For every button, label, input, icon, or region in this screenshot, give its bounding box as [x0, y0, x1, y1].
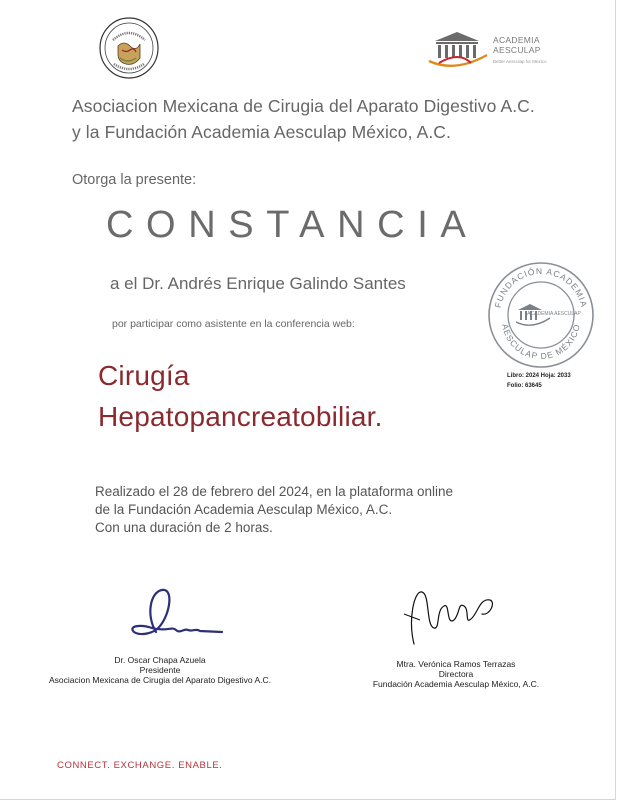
- signatory-chapa: [30, 655, 290, 685]
- aesculap-wordmark: ACADEMIA AESCULAP: [493, 35, 541, 55]
- signatory-chapa-name: Dr. Oscar Chapa Azuela: [114, 655, 206, 665]
- stamp-bottom-text: AESCULAP DE MÉXICO: [500, 322, 582, 362]
- registry-libro: Libro: 2024 Hoja: 2033: [507, 373, 571, 379]
- details-line-2: de la Fundación Academia Aesculap México, A.C.: [95, 502, 393, 517]
- aesculap-tagline: Better Aesculap for Mexico: [493, 59, 547, 64]
- stamp-top-text: FUNDACIÓN ACADEMIA: [492, 265, 590, 309]
- organization-line-2: y la Fundación Academia Aesculap México, A.C.: [72, 122, 452, 142]
- svg-text:AESCULAP DE MÉXICO: [500, 323, 582, 361]
- signatory-chapa-role: Presidente: [139, 665, 181, 675]
- signature-chapa-icon: [126, 586, 230, 644]
- signatory-ramos-org: Fundación Academia Aesculap México, A.C.: [372, 679, 540, 689]
- signatory-ramos-role: Directora: [438, 669, 474, 679]
- course-title-line-2: Hepatopancreatobiliar.: [98, 401, 383, 432]
- details-line-1: Realizado el 28 de febrero del 2024, en la plataforma online: [95, 484, 453, 499]
- fundacion-stamp-icon: [486, 260, 596, 370]
- registry-info: [507, 371, 571, 391]
- stamp-inner-text: ACADEMIA AESCULAP: [527, 311, 581, 317]
- registry-folio: Folio: 63645: [507, 383, 542, 389]
- svg-text:FUNDACIÓN ACADEMIA: [493, 266, 590, 309]
- certificate-title: CONSTANCIA: [106, 204, 479, 246]
- details-line-3: Con una duración de 2 horas.: [95, 520, 273, 535]
- signature-ramos-icon: [400, 580, 504, 652]
- course-title-line-1: Cirugía: [98, 360, 190, 391]
- otorga-label: Otorga la presente:: [72, 172, 197, 188]
- signatory-ramos: [346, 659, 566, 689]
- participation-text: por participar como asistente en la conferencia web:: [112, 318, 355, 330]
- signatory-chapa-org: Asociacion Mexicana de Cirugia del Aparato Digestivo A.C.: [48, 675, 272, 685]
- organization-line-1: Asociacion Mexicana de Cirugia del Aparato Digestivo A.C.: [72, 96, 535, 116]
- footer-tagline: CONNECT. EXCHANGE. ENABLE.: [57, 760, 223, 771]
- recipient-name: a el Dr. Andrés Enrique Galindo Santes: [110, 274, 406, 293]
- amcad-seal-icon: [98, 16, 160, 80]
- signatory-ramos-name: Mtra. Verónica Ramos Terrazas: [396, 659, 516, 669]
- aesculap-temple-logo-icon: [425, 27, 489, 75]
- aesculap-logo: [425, 27, 555, 77]
